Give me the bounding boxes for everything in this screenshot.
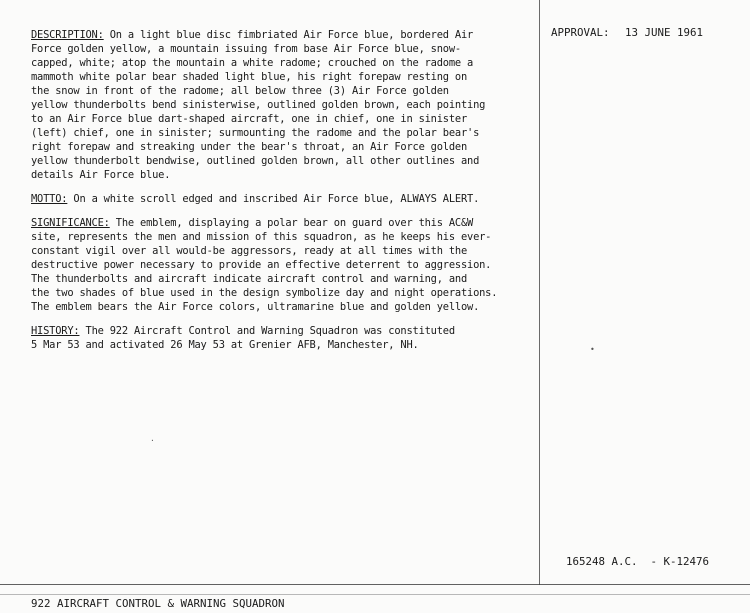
description-line: to an Air Force blue dart-shaped aircraft, one in chief, one in sinister (31, 113, 468, 125)
motto-paragraph (31, 192, 543, 206)
left-column (31, 28, 543, 362)
significance-heading: SIGNIFICANCE: (31, 217, 110, 229)
description-line: yellow thunderbolts bend sinisterwise, outlined golden brown, each pointing (31, 99, 486, 111)
motto-heading: MOTTO: (31, 193, 68, 205)
history-heading: HISTORY: (31, 325, 80, 337)
description-line: details Air Force blue. (31, 169, 171, 181)
description-line: (left) chief, one in sinister; surmounting the radome and the polar bear's (31, 127, 480, 139)
footer-rule-faint (0, 594, 750, 595)
significance-line: The thunderbolts and aircraft indicate aircraft control and warning, and (31, 273, 468, 285)
significance-line: the two shades of blue used in the design symbolize day and night operations. (31, 287, 498, 299)
catalog-number: 165248 A.C. - K-12476 (566, 555, 710, 568)
description-line: yellow thunderbolt bendwise, outlined golden brown, all other outlines and (31, 155, 480, 167)
description-paragraph (31, 28, 543, 182)
footer-rule (0, 584, 750, 585)
description-line: right forepaw and streaking under the bear's throat, an Air Force golden (31, 141, 468, 153)
approval-label: APPROVAL: (551, 26, 610, 39)
ink-speck: • (590, 345, 595, 354)
significance-line: destructive power necessary to provide an effective deterrent to aggression. (31, 259, 492, 271)
description-first-line (31, 28, 543, 42)
ink-speck: · (150, 436, 155, 445)
significance-paragraph (31, 216, 543, 314)
history-paragraph (31, 324, 543, 352)
significance-first-line (31, 216, 543, 230)
significance-first-line-text: The emblem, displaying a polar bear on guard over this AC&W (109, 217, 474, 229)
significance-line: site, represents the men and mission of this squadron, as he keeps his ever- (31, 231, 492, 243)
description-line: the snow in front of the radome; all below three (3) Air Force golden (31, 85, 449, 97)
history-line: 5 Mar 53 and activated 26 May 53 at Grenier AFB, Manchester, NH. (31, 339, 419, 351)
motto-line (31, 192, 543, 206)
description-heading: DESCRIPTION: (31, 29, 104, 41)
history-first-line (31, 324, 543, 338)
significance-line: The emblem bears the Air Force colors, ultramarine blue and golden yellow. (31, 301, 480, 313)
motto-text: On a white scroll edged and inscribed Air Force blue, ALWAYS ALERT. (67, 193, 480, 205)
footer-squadron-title: 922 AIRCRAFT CONTROL & WARNING SQUADRON (31, 597, 285, 610)
approval-block (551, 26, 741, 39)
description-first-line-text: On a light blue disc fimbriated Air Force blue, bordered Air (103, 29, 474, 41)
description-line: capped, white; atop the mountain a white radome; crouched on the radome a (31, 57, 474, 69)
description-line: mammoth white polar bear shaded light blue, his right forepaw resting on (31, 71, 468, 83)
description-line: Force golden yellow, a mountain issuing from base Air Force blue, snow- (31, 43, 461, 55)
significance-line: constant vigil over all would-be aggressors, ready at all times with the (31, 245, 468, 257)
history-first-line-text: The 922 Aircraft Control and Warning Squadron was constituted (79, 325, 455, 337)
approval-date: 13 JUNE 1961 (625, 26, 704, 39)
